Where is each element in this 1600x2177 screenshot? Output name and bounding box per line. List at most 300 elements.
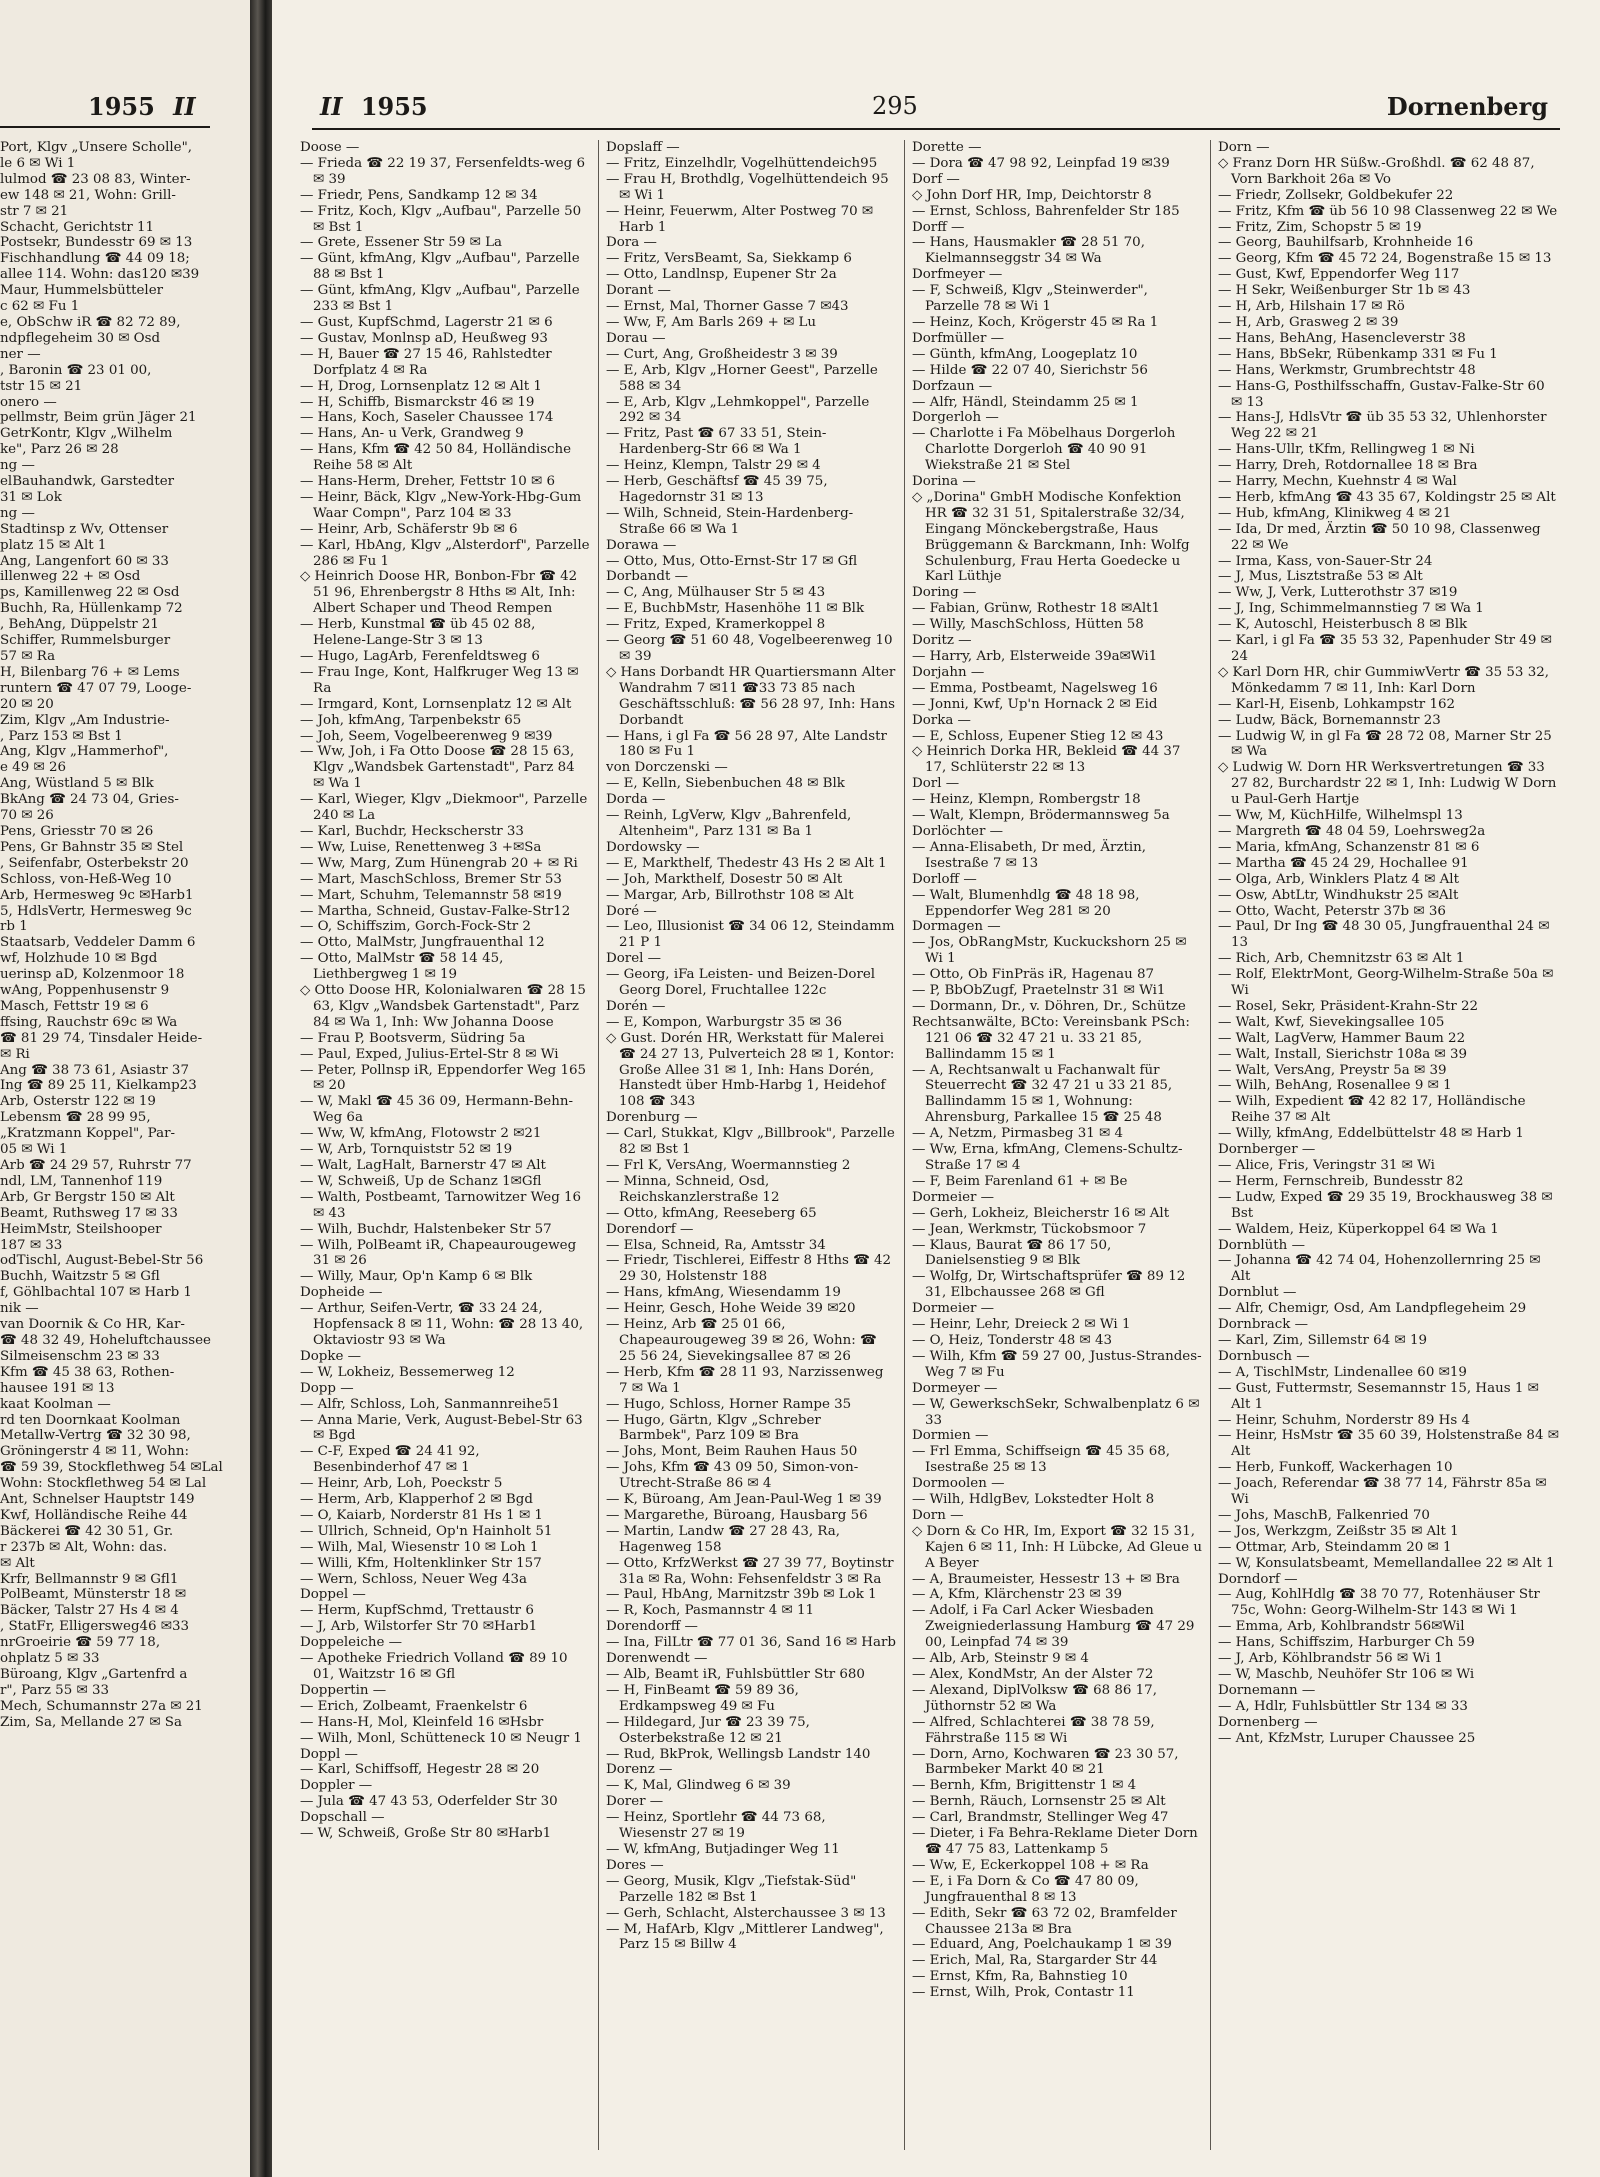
- directory-entry: — Apotheke Friedrich Volland ☎ 89 10 01, Waitzstr 16 ✉ Gfl: [300, 1651, 568, 1682]
- directory-line: nik —: [0, 1301, 39, 1317]
- directory-entry: — Günt, kfmAng, Klgv „Aufbau", Parzelle 233 ✉ Bst 1: [300, 283, 580, 315]
- surname-heading: Doppl —: [300, 1746, 358, 1762]
- directory-entry: — Hans, Koch, Saseler Chaussee 174: [300, 410, 554, 426]
- directory-entry: — Georg ☎ 51 60 48, Vogelbeerenweg 10 ✉ 39: [606, 633, 893, 664]
- surname-heading: Dorloff —: [912, 871, 977, 887]
- directory-entry: — P, BbObZugf, Praetelnstr 31 ✉ Wi1: [912, 983, 1166, 999]
- surname-heading: Dorn —: [912, 1507, 964, 1523]
- directory-entry: — Herb, Funkoff, Wackerhagen 10: [1218, 1460, 1453, 1476]
- directory-line: Arb ☎ 24 29 57, Ruhrstr 77: [0, 1158, 192, 1173]
- directory-entry: — Alfr, Händl, Steindamm 25 ✉ 1: [912, 394, 1139, 410]
- directory-line: 31 ✉ Lok: [0, 489, 62, 505]
- surname-heading: Dornenberg —: [1218, 1714, 1318, 1730]
- directory-entry: — Margar, Arb, Billrothstr 108 ✉ Alt: [606, 887, 854, 903]
- surname-heading: Dorenz —: [606, 1762, 673, 1778]
- directory-entry: — Heinr, Arb, Loh, Poeckstr 5: [300, 1476, 503, 1492]
- directory-line: 05 ✉ Wi 1: [0, 1142, 68, 1158]
- directory-entry: — J, Mus, Lisztstraße 53 ✉ Alt: [1218, 569, 1423, 585]
- right-roman-numeral: II: [320, 92, 343, 121]
- directory-line: allee 114. Wohn: das120 ✉39: [0, 267, 200, 283]
- directory-entry: — Jos, ObRangMstr, Kuckuckshorn 25 ✉ Wi 1: [912, 935, 1187, 967]
- directory-line: Ing ☎ 89 25 11, Kielkamp23: [0, 1078, 197, 1094]
- surname-heading: Dormoolen —: [912, 1476, 1005, 1492]
- directory-entry: — Carl, Brandmstr, Stellinger Weg 47: [912, 1810, 1169, 1826]
- directory-entry: — Rolf, ElektrMont, Georg-Wilhelm-Straße 50a ✉ Wi: [1218, 967, 1554, 999]
- right-running-head: [320, 92, 428, 121]
- directory-entry: — O, Kaiarb, Norderstr 81 Hs 1 ✉ 1: [300, 1507, 543, 1523]
- directory-entry: — E, BuchbMstr, Hasenhöhe 11 ✉ Blk: [606, 601, 865, 617]
- directory-entry: — Alb, Beamt iR, Fuhlsbüttler Str 680: [606, 1667, 865, 1682]
- directory-entry: — Curt, Ang, Großheidestr 3 ✉ 39: [606, 346, 838, 362]
- directory-entry: — A, Kfm, Klärchenstr 23 ✉ 39: [912, 1587, 1123, 1603]
- directory-entry: — Harry, Arb, Elsterweide 39a✉Wi1: [912, 649, 1158, 664]
- directory-entry: — Hans, i gl Fa ☎ 56 28 97, Alte Landstr 180 ✉ Fu 1: [606, 728, 887, 760]
- surname-heading: Dordowsky —: [606, 839, 700, 855]
- surname-heading: Dorfzaun —: [912, 378, 993, 394]
- directory-entry: — A, TischlMstr, Lindenallee 60 ✉19: [1218, 1364, 1467, 1380]
- directory-entry: — Wern, Schloss, Neuer Weg 43a: [300, 1571, 527, 1587]
- directory-entry: — Walt, Kwf, Sievekingsallee 105: [1218, 1014, 1445, 1030]
- directory-entry: — Ludwig W, in gl Fa ☎ 28 72 08, Marner Str 25 ✉ Wa: [1218, 728, 1552, 760]
- directory-entry: — E, Kelln, Siebenbuchen 48 ✉ Blk: [606, 776, 845, 792]
- directory-entry: — Ww, Luise, Renettenweg 3 +✉Sa: [300, 839, 542, 855]
- directory-entry: — F, Beim Farenland 61 + ✉ Be: [912, 1173, 1128, 1189]
- directory-entry: — Fritz, Einzelhdlr, Vogelhüttendeich95: [606, 155, 878, 171]
- directory-entry: — Irmgard, Kont, Lornsenplatz 12 ✉ Alt: [300, 696, 572, 712]
- directory-entry: — Ernst, Wilh, Prok, Contastr 11: [912, 1985, 1135, 2001]
- directory-line: Schiffer, Rummelsburger: [0, 633, 171, 649]
- directory-entry: — Willy, Maur, Op'n Kamp 6 ✉ Blk: [300, 1269, 533, 1285]
- directory-entry: — Jean, Werkmstr, Tückobsmoor 7: [912, 1221, 1147, 1237]
- directory-entry: — Reinh, LgVerw, Klgv „Bahrenfeld, Altenheim", Parz 131 ✉ Ba 1: [606, 808, 852, 839]
- directory-entry: — Hilde ☎ 22 07 40, Sierichstr 56: [912, 362, 1148, 378]
- directory-entry: — Wilh, Mal, Wiesenstr 10 ✉ Loh 1: [300, 1539, 539, 1555]
- directory-entry: — Rich, Arb, Chemnitzstr 63 ✉ Alt 1: [1218, 951, 1465, 967]
- surname-heading: Dormeyer —: [912, 1380, 998, 1396]
- directory-entry: — Walt, LagVerw, Hammer Baum 22: [1218, 1030, 1466, 1046]
- directory-line: runtern ☎ 47 07 79, Looge-: [0, 680, 192, 696]
- directory-entry: — Ludw, Exped ☎ 29 35 19, Brockhausweg 38 ✉ Bst: [1218, 1189, 1553, 1221]
- directory-entry: — Walt, Blumenhdlg ☎ 48 18 98, Eppendorfer Weg 281 ✉ 20: [912, 887, 1140, 919]
- directory-entry: — C, Ang, Mülhauser Str 5 ✉ 43: [606, 585, 826, 601]
- firm-entry: ◇ „Dorina" GmbH Modische Konfektion HR ☎ 32 31 51, Spitalerstraße 32/34, Eingang Mönckebergstraße, Haus Brüggemann & Barckmann, Inh: Wolfg Schulenburg, Frau Herta Goedecke u Karl Lüthje: [912, 489, 1190, 585]
- directory-line: ke", Parz 26 ✉ 28: [0, 442, 119, 458]
- surname-heading: Doppertin —: [300, 1682, 387, 1698]
- directory-entry: — E, Markthelf, Thedestr 43 Hs 2 ✉ Alt 1: [606, 855, 887, 871]
- directory-line: Pens, Gr Bahnstr 35 ✉ Stel: [0, 839, 184, 855]
- directory-entry: — Walth, Postbeamt, Tarnowitzer Weg 16 ✉ 43: [300, 1189, 582, 1221]
- directory-line: Zim, Sa, Mellande 27 ✉ Sa: [0, 1714, 182, 1730]
- directory-line: 5, HdlsVertr, Hermesweg 9c: [0, 903, 192, 919]
- directory-entry: — Fritz, VersBeamt, Sa, Siekkamp 6: [606, 251, 852, 267]
- directory-entry: — Karl, Zim, Sillemstr 64 ✉ 19: [1218, 1332, 1427, 1348]
- directory-entry: — J, Arb, Köhlbrandstr 56 ✉ Wi 1: [1218, 1651, 1443, 1667]
- directory-line: kaat Koolman —: [0, 1396, 111, 1412]
- directory-line: hausee 191 ✉ 13: [0, 1380, 115, 1396]
- directory-entry: — Georg, Bauhilfsarb, Krohnheide 16: [1218, 235, 1474, 251]
- directory-entry: — Georg, iFa Leisten- und Beizen-Dorel Georg Dorel, Fruchtallee 122c: [606, 967, 876, 999]
- directory-line: 20 ✉ 20: [0, 696, 54, 712]
- directory-entry: — Hans, Hausmakler ☎ 28 51 70, Kielmannseggstr 34 ✉ Wa: [912, 235, 1145, 267]
- directory-entry: — E, Schloss, Eupener Stieg 12 ✉ 43: [912, 728, 1164, 744]
- surname-heading: Dornbusch —: [1218, 1348, 1310, 1364]
- directory-entry: — Fabian, Grünw, Rothestr 18 ✉Alt1: [912, 601, 1161, 617]
- directory-entry: — Willy, MaschSchloss, Hütten 58: [912, 617, 1144, 633]
- directory-entry: — Ernst, Schloss, Bahrenfelder Str 185: [912, 203, 1180, 219]
- directory-entry: — Otto, MalMstr, Jungfrauenthal 12: [300, 935, 545, 951]
- left-year: 1955: [88, 92, 155, 121]
- directory-entry: — A, Netzm, Pirmasbeg 31 ✉ 4: [912, 1126, 1123, 1142]
- directory-line: , BehAng, Düppelstr 21: [0, 617, 159, 633]
- directory-line: Metallw-Vertrg ☎ 32 30 98,: [0, 1428, 191, 1444]
- directory-line: Kfm ☎ 45 38 63, Rothen-: [0, 1364, 175, 1380]
- directory-entry: — Otto, Ob FinPräs iR, Hagenau 87: [912, 967, 1155, 983]
- directory-line: ner —: [0, 346, 41, 362]
- surname-heading: Dorfmeyer —: [912, 267, 1003, 283]
- directory-line: Postsekr, Bundesstr 69 ✉ 13: [0, 235, 193, 251]
- directory-entry: — Ww, Marg, Zum Hünengrab 20 + ✉ Ri: [300, 855, 578, 871]
- directory-entry: — Adolf, i Fa Carl Acker Wiesbaden Zweigniederlassung Hamburg ☎ 47 29 00, Leinpfad 74 ✉ 39: [912, 1603, 1195, 1651]
- directory-entry: — Bernh, Kfm, Brigittenstr 1 ✉ 4: [912, 1778, 1137, 1794]
- directory-entry: — Georg, Musik, Klgv „Tiefstak-Süd" Parzelle 182 ✉ Bst 1: [606, 1873, 857, 1905]
- directory-line: PolBeamt, Münsterstr 18 ✉: [0, 1587, 187, 1603]
- directory-line: Schacht, Gerichtstr 11: [0, 219, 155, 235]
- directory-line: Arb, Osterstr 122 ✉ 19: [0, 1094, 156, 1110]
- directory-entry: — Aug, KohlHdlg ☎ 38 70 77, Rotenhäuser Str 75c, Wohn: Georg-Wilhelm-Str 143 ✉ Wi 1: [1218, 1587, 1540, 1619]
- directory-entry: — Peter, Pollnsp iR, Eppendorfer Weg 165 ✉ 20: [300, 1062, 587, 1094]
- directory-line: ng —: [0, 458, 35, 474]
- directory-entry: — Ww, W, kfmAng, Flotowstr 2 ✉21: [300, 1126, 542, 1142]
- directory-entry: — M, HafArb, Klgv „Mittlerer Landweg", Parz 15 ✉ Billw 4: [606, 1921, 884, 1953]
- right-page: [272, 0, 1600, 2177]
- directory-line: Silmeisenschm 23 ✉ 33: [0, 1348, 160, 1364]
- directory-entry: — Harry, Dreh, Rotdornallee 18 ✉ Bra: [1218, 458, 1478, 474]
- directory-entry: — H, Arb, Grasweg 2 ✉ 39: [1218, 314, 1399, 330]
- directory-line: platz 15 ✉ Alt 1: [0, 537, 107, 553]
- surname-heading: Dorfmüller —: [912, 330, 1005, 346]
- surname-heading: Dorawa —: [606, 537, 677, 553]
- directory-entry: — Heinz, Klempn, Rombergstr 18: [912, 792, 1141, 808]
- surname-heading: Dormien —: [912, 1428, 989, 1444]
- directory-entry: — Günth, kfmAng, Loogeplatz 10: [912, 346, 1138, 362]
- firm-entry: ◇ Otto Doose HR, Kolonialwaren ☎ 28 15 63, Klgv „Wandsbek Gartenstadt", Parz 84 ✉ Wa 1, Inh: Ww Johanna Doose: [300, 983, 586, 1030]
- directory-entry: — Wilh, PolBeamt iR, Chapeaurougeweg 31 ✉ 26: [300, 1237, 577, 1269]
- directory-entry: — R, Koch, Pasmannstr 4 ✉ 11: [606, 1603, 814, 1619]
- directory-entry: — Klaus, Baurat ☎ 86 17 50, Danielsenstieg 9 ✉ Blk: [912, 1237, 1112, 1269]
- directory-line: Mech, Schumannstr 27a ✉ 21: [0, 1698, 203, 1714]
- surname-heading: von Dorczenski —: [606, 760, 728, 776]
- directory-line: 187 ✉ 33: [0, 1237, 63, 1253]
- directory-entry: — H Sekr, Weißenburger Str 1b ✉ 43: [1218, 283, 1471, 299]
- surname-heading: Dornberger —: [1218, 1142, 1316, 1158]
- surname-heading: Doose —: [300, 140, 360, 155]
- directory-line: Wohn: Stockflethweg 54 ✉ Lal: [0, 1476, 207, 1492]
- directory-entry: — Alice, Fris, Veringstr 31 ✉ Wi: [1218, 1158, 1435, 1173]
- directory-entry: — Frau P, Bootsverm, Südring 5a: [300, 1030, 526, 1046]
- directory-entry: — Hugo, Gärtn, Klgv „Schreber Barmbek", Parz 109 ✉ Bra: [606, 1412, 821, 1444]
- directory-line: onero —: [0, 394, 57, 410]
- directory-entry: — Fritz, Koch, Klgv „Aufbau", Parzelle 50 ✉ Bst 1: [300, 203, 582, 235]
- directory-entry: — A, Hdlr, Fuhlsbüttler Str 134 ✉ 33: [1218, 1698, 1468, 1714]
- directory-entry: — Fritz, Zim, Schopstr 5 ✉ 19: [1218, 219, 1422, 235]
- directory-entry: — Fritz, Kfm ☎ üb 56 10 98 Classenweg 22 ✉ We: [1218, 203, 1558, 219]
- directory-line: e 49 ✉ 26: [0, 760, 66, 776]
- surname-heading: Dormeier —: [912, 1301, 995, 1317]
- directory-entry: — O, Schiffszim, Gorch-Fock-Str 2: [300, 919, 531, 935]
- directory-entry: — Heinz, Klempn, Talstr 29 ✉ 4: [606, 458, 821, 474]
- surname-heading: Dorn —: [1218, 140, 1270, 155]
- directory-line: wAng, Poppenhusenstr 9: [0, 983, 170, 999]
- firm-entry: ◇ Karl Dorn HR, chir GummiwVertr ☎ 35 53 32, Mönkedamm 7 ✉ 11, Inh: Karl Dorn: [1218, 664, 1549, 696]
- directory-entry: — Grete, Essener Str 59 ✉ La: [300, 235, 502, 251]
- directory-line: wf, Holzhude 10 ✉ Bgd: [0, 951, 158, 967]
- directory-entry: — H, Drog, Lornsenplatz 12 ✉ Alt 1: [300, 378, 542, 394]
- directory-line: le 6 ✉ Wi 1: [0, 155, 76, 171]
- surname-heading: Dopschall —: [300, 1810, 385, 1826]
- directory-entry: — Waldem, Heiz, Küperkoppel 64 ✉ Wa 1: [1218, 1221, 1499, 1237]
- directory-line: Staatsarb, Veddeler Damm 6: [0, 935, 196, 951]
- directory-entry: — Ludw, Bäck, Bornemannstr 23: [1218, 712, 1441, 728]
- directory-entry: — Maria, kfmAng, Schanzenstr 81 ✉ 6: [1218, 839, 1480, 855]
- surname-heading: Dorl —: [912, 776, 960, 792]
- right-header-rule: [312, 128, 1560, 130]
- directory-entry: — Rosel, Sekr, Präsident-Krahn-Str 22: [1218, 998, 1479, 1014]
- directory-line: Beamt, Ruthsweg 17 ✉ 33: [0, 1205, 178, 1221]
- directory-entry: — Friedr, Tischlerei, Eiffestr 8 Hths ☎ 42 29 30, Holstenstr 188: [606, 1253, 892, 1285]
- book-gutter: [250, 0, 272, 2177]
- directory-entry: — Alfr, Schloss, Loh, Sanmannreihe51: [300, 1396, 560, 1412]
- column-4: [1218, 140, 1560, 2150]
- directory-line: , Seifenfabr, Osterbekstr 20: [0, 855, 189, 871]
- directory-entry: — Rud, BkProk, Wellingsb Landstr 140: [606, 1746, 871, 1762]
- directory-line: rd ten Doornkaat Koolman: [0, 1412, 181, 1428]
- surname-heading: Doré —: [606, 903, 657, 919]
- directory-entry: — Otto, MalMstr ☎ 58 14 45, Liethbergweg 1 ✉ 19: [300, 951, 504, 983]
- directory-entry: — Gust, Futtermstr, Sesemannstr 15, Haus 1 ✉ Alt 1: [1218, 1380, 1539, 1412]
- directory-entry: — Walt, VersAng, Preystr 5a ✉ 39: [1218, 1062, 1447, 1078]
- directory-entry: — Otto, Landlnsp, Eupener Str 2a: [606, 267, 837, 283]
- directory-entry: — Frl K, VersAng, Woermannstieg 2: [606, 1158, 851, 1173]
- directory-line: Bäcker, Talstr 27 Hs 4 ✉ 4: [0, 1603, 179, 1619]
- directory-line: Lebensm ☎ 28 99 95,: [0, 1110, 151, 1126]
- directory-entry: — Heinr, Bäck, Klgv „New-York-Hbg-Gum Waar Compn", Parz 104 ✉ 33: [300, 489, 582, 521]
- directory-line: GetrKontr, Klgv „Wilhelm: [0, 426, 173, 442]
- surname-heading: Dorel —: [606, 951, 662, 967]
- directory-line: Zim, Klgv „Am Industrie-: [0, 712, 170, 728]
- directory-entry: — Charlotte i Fa Möbelhaus Dorgerloh Charlotte Dorgerloh ☎ 40 90 91 Wiekstraße 21 ✉ Stel: [912, 426, 1176, 474]
- firm-entry: ◇ Hans Dorbandt HR Quartiersmann Alter Wandrahm 7 ✉11 ☎33 73 85 nach Geschäftsschluß: ☎ 56 28 97, Inh: Hans Dorbandt: [606, 664, 896, 728]
- directory-entry: — Dieter, i Fa Behra-Reklame Dieter Dorn ☎ 47 75 83, Lattenkamp 5: [912, 1826, 1198, 1857]
- directory-line: r 237b ✉ Alt, Wohn: das.: [0, 1539, 167, 1555]
- directory-entry: — Heinz, Arb ☎ 25 01 66, Chapeaurougeweg 39 ✉ 26, Wohn: ☎ 25 56 24, Sievekingsallee 87 ✉ 26: [606, 1317, 877, 1364]
- directory-entry: — Hugo, Schloss, Horner Rampe 35: [606, 1396, 852, 1412]
- directory-line: Buchh, Waitzstr 5 ✉ Gfl: [0, 1269, 160, 1285]
- directory-entry: — Herb, Kfm ☎ 28 11 93, Narzissenweg 7 ✉ Wa 1: [606, 1364, 884, 1396]
- directory-line: r", Parz 55 ✉ 33: [0, 1682, 109, 1698]
- surname-heading: Dorff —: [912, 219, 965, 235]
- directory-entry: — A, Braumeister, Hessestr 13 + ✉ Bra: [912, 1571, 1180, 1587]
- directory-entry: — Willy, kfmAng, Eddelbüttelstr 48 ✉ Harb 1: [1218, 1126, 1524, 1142]
- surname-heading: Dorda —: [606, 792, 666, 808]
- surname-heading: Dornblut —: [1218, 1285, 1297, 1301]
- directory-entry: — Ant, KfzMstr, Luruper Chaussee 25: [1218, 1730, 1476, 1746]
- directory-entry: — Heinz, Koch, Krögerstr 45 ✉ Ra 1: [912, 314, 1159, 330]
- directory-entry: — Eduard, Ang, Poelchaukamp 1 ✉ 39: [912, 1937, 1172, 1953]
- directory-entry: — Hans-Ullr, tKfm, Rellingweg 1 ✉ Ni: [1218, 442, 1475, 458]
- directory-line: ☎ 81 29 74, Tinsdaler Heide-: [0, 1030, 203, 1046]
- directory-line: Arb, Gr Bergstr 150 ✉ Alt: [0, 1189, 175, 1205]
- directory-entry: — E, i Fa Dorn & Co ☎ 47 80 09, Jungfrauenthal 8 ✉ 13: [912, 1873, 1139, 1905]
- left-roman-numeral: II: [173, 92, 196, 121]
- directory-line: ☎ 48 32 49, Hoheluftchaussee: [0, 1332, 211, 1348]
- directory-entry: — Anna-Elisabeth, Dr med, Ärztin, Isestraße 7 ✉ 13: [912, 839, 1147, 871]
- directory-line: ffsing, Rauchstr 69c ✉ Wa: [0, 1014, 178, 1030]
- directory-line: Bäckerei ☎ 42 30 51, Gr.: [0, 1523, 174, 1539]
- directory-entry: — W, Schweiß, Große Str 80 ✉Harb1: [300, 1826, 552, 1842]
- directory-entry: — Heinr, Schuhm, Norderstr 89 Hs 4: [1218, 1412, 1470, 1428]
- surname-heading: Dora —: [606, 235, 657, 251]
- surname-heading: Doring —: [912, 585, 977, 601]
- directory-entry: — Irma, Kass, von-Sauer-Str 24: [1218, 553, 1433, 569]
- directory-entry: — Ww, Erna, kfmAng, Clemens-Schultz-Straße 17 ✉ 4: [912, 1142, 1183, 1173]
- directory-entry: — H, Schiffb, Bismarckstr 46 ✉ 19: [300, 394, 535, 410]
- directory-entry: — Emma, Arb, Kohlbrandstr 56✉Wil: [1218, 1619, 1465, 1635]
- directory-entry: — Gust, KupfSchmd, Lagerstr 21 ✉ 6: [300, 314, 553, 330]
- directory-entry: — Heinr, Feuerwm, Alter Postweg 70 ✉ Harb 1: [606, 203, 874, 235]
- directory-entry: — Johs, Kfm ☎ 43 09 50, Simon-von-Utrecht-Straße 86 ✉ 4: [606, 1460, 859, 1492]
- directory-entry: — Walt, Install, Sierichstr 108a ✉ 39: [1218, 1046, 1468, 1062]
- directory-entry: — Otto, KrfzWerkst ☎ 27 39 77, Boytinstr 31a ✉ Ra, Wohn: Fehsenfeldstr 3 ✉ Ra: [606, 1555, 894, 1587]
- directory-entry: — Willi, Kfm, Holtenklinker Str 157: [300, 1555, 542, 1571]
- directory-entry: — Ww, M, KüchHilfe, Wilhelmspl 13: [1218, 808, 1463, 824]
- directory-entry: — Heinr, Arb, Schäferstr 9b ✉ 6: [300, 521, 518, 537]
- directory-entry: — O, Heiz, Tonderstr 48 ✉ 43: [912, 1332, 1113, 1348]
- directory-entry: — Otto, kfmAng, Reeseberg 65: [606, 1205, 817, 1221]
- directory-entry: — Johanna ☎ 42 74 04, Hohenzollernring 25 ✉ Alt: [1218, 1253, 1541, 1285]
- directory-line: Buchh, Ra, Hüllenkamp 72: [0, 601, 183, 617]
- directory-entry: — Martin, Landw ☎ 27 28 43, Ra, Hagenweg 158: [606, 1523, 841, 1555]
- surname-heading: Dornbrack —: [1218, 1317, 1309, 1333]
- column-1: [300, 140, 590, 2150]
- directory-entry: — Otto, Wacht, Peterstr 37b ✉ 36: [1218, 903, 1446, 919]
- directory-entry: — A, Rechtsanwalt u Fachanwalt für Steuerrecht ☎ 32 47 21 u 33 21 85, Ballindamm 15 ✉ 1, Wohnung: Ahrensburg, Parkallee 15 ☎ 25 48: [912, 1062, 1173, 1126]
- firm-entry: ◇ Gust. Dorén HR, Werkstatt für Malerei ☎ 24 27 13, Pulverteich 28 ✉ 1, Kontor: Große Allee 31 ✉ 1, Inh: Hans Dorén, Hanstedt über Hmb-Harbg 1, Heidehof 108 ☎ 343: [606, 1030, 895, 1110]
- directory-entry: — Wilh, BehAng, Rosenallee 9 ✉ 1: [1218, 1078, 1452, 1094]
- directory-line: HeimMstr, Steilshooper: [0, 1221, 162, 1237]
- directory-entry: — Wilh, Monl, Schütteneck 10 ✉ Neugr 1: [300, 1730, 582, 1746]
- directory-entry: — Hans, Werkmstr, Grumbrechtstr 48: [1218, 362, 1476, 378]
- right-year: 1955: [360, 92, 428, 121]
- directory-entry: — Hans-Herm, Dreher, Fettstr 10 ✉ 6: [300, 474, 556, 490]
- directory-line: ohplatz 5 ✉ 33: [0, 1651, 100, 1667]
- directory-entry: — Erich, Zolbeamt, Fraenkelstr 6: [300, 1698, 528, 1714]
- surname-heading: Dorenwendt —: [606, 1651, 708, 1667]
- directory-entry: — Joach, Referendar ☎ 38 77 14, Fährstr 85a ✉ Wi: [1218, 1476, 1547, 1508]
- surname-heading: Dornblüth —: [1218, 1237, 1305, 1253]
- directory-line: rb 1: [0, 919, 28, 935]
- directory-entry: — Herb, kfmAng ☎ 43 35 67, Koldingstr 25 ✉ Alt: [1218, 489, 1556, 505]
- directory-entry: — Mart, Schuhm, Telemannstr 58 ✉19: [300, 887, 562, 903]
- surname-heading: Dornemann —: [1218, 1682, 1316, 1698]
- surname-heading: Dorndorf —: [1218, 1571, 1298, 1587]
- directory-entry: — Ww, E, Eckerkoppel 108 + ✉ Ra: [912, 1857, 1149, 1873]
- directory-entry: — Jos, Werkzgm, Zeißstr 35 ✉ Alt 1: [1218, 1523, 1459, 1539]
- directory-entry: — Heinr, Lehr, Dreieck 2 ✉ Wi 1: [912, 1317, 1131, 1333]
- directory-entry: — Erich, Mal, Ra, Stargarder Str 44: [912, 1953, 1158, 1969]
- surname-heading: Dormagen —: [912, 919, 1001, 935]
- directory-line: Büroang, Klgv „Gartenfrd a: [0, 1667, 188, 1682]
- directory-entry: — Herm, KupfSchmd, Trettaustr 6: [300, 1603, 534, 1619]
- directory-entry: — E, Arb, Klgv „Horner Geest", Parzelle 588 ✉ 34: [606, 362, 878, 394]
- directory-entry: — Karl, HbAng, Klgv „Alsterdorf", Parzelle 286 ✉ Fu 1: [300, 537, 590, 569]
- directory-line: Port, Klgv „Unsere Scholle",: [0, 140, 192, 155]
- directory-entry: — Gerh, Schlacht, Alsterchaussee 3 ✉ 13: [606, 1905, 886, 1921]
- surname-heading: Dorka —: [912, 712, 971, 728]
- directory-line: Krfr, Bellmannstr 9 ✉ Gfl1: [0, 1571, 179, 1587]
- directory-entry: — K, Büroang, Am Jean-Paul-Weg 1 ✉ 39: [606, 1492, 882, 1508]
- surname-heading: Dormeier —: [912, 1189, 995, 1205]
- directory-line: 70 ✉ 26: [0, 808, 54, 824]
- directory-entry: — Hans, Schiffszim, Harburger Ch 59: [1218, 1635, 1475, 1651]
- directory-entry: — Alex, KondMstr, An der Alster 72: [912, 1667, 1154, 1682]
- surname-heading: Dorbandt —: [606, 569, 688, 585]
- directory-line: tstr 15 ✉ 21: [0, 378, 83, 394]
- directory-entry: — Hans, kfmAng, Wiesendamm 19: [606, 1285, 841, 1301]
- directory-line: 57 ✉ Ra: [0, 649, 56, 664]
- column-divider: [598, 140, 599, 2150]
- directory-entry: — Martha ☎ 45 24 29, Hochallee 91: [1218, 855, 1469, 871]
- directory-line: H, Bilenbarg 76 + ✉ Lems: [0, 664, 180, 680]
- directory-entry: — Heinr, Gesch, Hohe Weide 39 ✉20: [606, 1301, 856, 1317]
- directory-entry: — K, Autoschl, Heisterbusch 8 ✉ Blk: [1218, 617, 1468, 633]
- directory-entry: — Fritz, Exped, Kramerkoppel 8: [606, 617, 826, 633]
- directory-entry: — J, Ing, Schimmelmannstieg 7 ✉ Wa 1: [1218, 601, 1484, 617]
- directory-entry: — E, Kompon, Warburgstr 35 ✉ 36: [606, 1014, 842, 1030]
- directory-entry: — Gerh, Lokheiz, Bleicherstr 16 ✉ Alt: [912, 1205, 1170, 1221]
- directory-entry: — Ww, J, Verk, Lutterothstr 37 ✉19: [1218, 585, 1458, 601]
- directory-entry: — Hans, An- u Verk, Grandweg 9: [300, 426, 524, 442]
- directory-entry: — Herb, Geschäftsf ☎ 45 39 75, Hagedornstr 31 ✉ 13: [606, 474, 828, 505]
- surname-heading: Dorén —: [606, 998, 666, 1014]
- directory-line: Ang, Wüstland 5 ✉ Blk: [0, 776, 154, 792]
- directory-line: lulmod ☎ 23 08 83, Winter-: [0, 171, 191, 187]
- directory-entry: — Hans-H, Mol, Kleinfeld 16 ✉Hsbr: [300, 1714, 544, 1730]
- firm-entry: ◇ Franz Dorn HR Süßw.-Großhdl. ☎ 62 48 87, Vorn Barkhoit 26a ✉ Vo: [1218, 155, 1535, 187]
- directory-entry: — Ida, Dr med, Ärztin ☎ 50 10 98, Classenweg 22 ✉ We: [1218, 521, 1541, 553]
- directory-entry: — Heinr, HsMstr ☎ 35 60 39, Holstenstraße 84 ✉ Alt: [1218, 1428, 1559, 1460]
- directory-entry: — Johs, MaschB, Falkenried 70: [1218, 1507, 1430, 1523]
- surname-heading: Dorina —: [912, 474, 976, 490]
- directory-line: ndl, LM, Tannenhof 119: [0, 1173, 163, 1189]
- directory-entry: — Ernst, Kfm, Ra, Bahnstieg 10: [912, 1969, 1128, 1985]
- surname-heading: Dopheide —: [300, 1285, 383, 1301]
- directory-entry: — Ww, Joh, i Fa Otto Doose ☎ 28 15 63, Klgv „Wandsbek Gartenstadt", Parz 84 ✉ Wa 1: [300, 744, 575, 792]
- directory-line: Schloss, von-Heß-Weg 10: [0, 871, 172, 887]
- directory-entry: — Fritz, Past ☎ 67 33 51, Stein-Hardenberg-Str 66 ✉ Wa 1: [606, 426, 827, 458]
- directory-entry: — Elsa, Schneid, Ra, Amtsstr 34: [606, 1237, 826, 1253]
- directory-entry: — Karl, i gl Fa ☎ 35 53 32, Papenhuder Str 49 ✉ 24: [1218, 633, 1552, 664]
- directory-entry: — Dorn, Arno, Kochwaren ☎ 23 30 57, Barmbeker Markt 40 ✉ 21: [912, 1746, 1179, 1778]
- surname-heading: Dopp —: [300, 1380, 354, 1396]
- directory-entry: — Wilh, Schneid, Stein-Hardenberg-Straße 66 ✉ Wa 1: [606, 505, 854, 537]
- firm-entry: ◇ Heinrich Dorka HR, Bekleid ☎ 44 37 17, Schlüterstr 22 ✉ 13: [912, 744, 1181, 776]
- directory-entry: — E, Arb, Klgv „Lehmkoppel", Parzelle 292 ✉ 34: [606, 394, 870, 426]
- directory-columns: [300, 140, 1560, 2150]
- surname-heading: Dorlöchter —: [912, 823, 1004, 839]
- directory-entry: — Georg, Kfm ☎ 45 72 24, Bogenstraße 15 ✉ 13: [1218, 251, 1552, 267]
- directory-line: Pens, Griesstr 70 ✉ 26: [0, 823, 154, 839]
- left-header-rule: [0, 126, 210, 128]
